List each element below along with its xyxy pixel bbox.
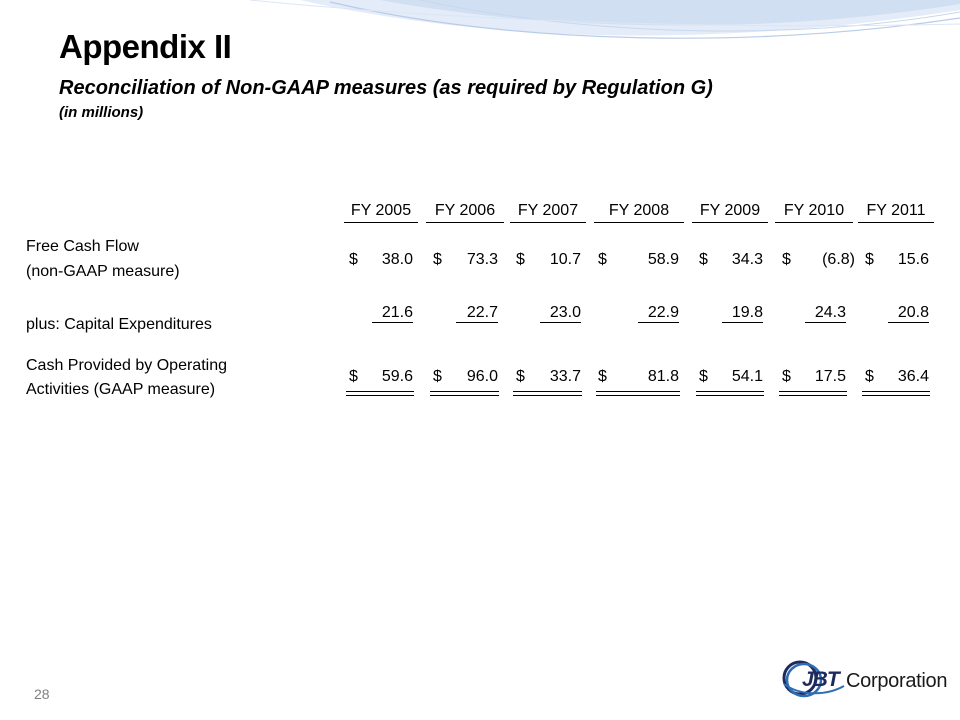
cell-value: 96.0 — [466, 368, 498, 385]
column-header: FY 2006 — [426, 200, 504, 223]
cell-value: 24.3 — [805, 304, 846, 323]
column-header: FY 2007 — [510, 200, 586, 223]
cell-value: 36.4 — [897, 368, 929, 385]
cell-value: 54.1 — [731, 368, 763, 385]
cell-value: 33.7 — [549, 368, 581, 385]
total-double-underline — [696, 391, 764, 396]
dollar-sign: $ — [865, 251, 874, 268]
logo-text: Corporation — [846, 670, 948, 692]
column-header: FY 2011 — [858, 200, 934, 223]
total-double-underline — [862, 391, 930, 396]
dollar-sign: $ — [598, 251, 607, 268]
cell-value: 20.8 — [888, 304, 929, 323]
row-label: Activities (GAAP measure) — [26, 381, 216, 398]
row-label: plus: Capital Expenditures — [26, 316, 212, 333]
row-label: Free Cash Flow — [26, 238, 139, 255]
cell-value: 59.6 — [381, 368, 413, 385]
slide-subtitle: Reconciliation of Non-GAAP measures (as required by Regulation G) — [59, 77, 713, 99]
dollar-sign: $ — [782, 251, 791, 268]
column-header: FY 2008 — [594, 200, 684, 223]
jbt-corporation-logo — [780, 656, 948, 704]
dollar-sign: $ — [699, 251, 708, 268]
row-label: Cash Provided by Operating — [26, 357, 227, 374]
cell-value: 15.6 — [897, 251, 929, 268]
cell-value: 23.0 — [540, 304, 581, 323]
cell-value: 22.9 — [638, 304, 679, 323]
logo-mark-text: JBT — [802, 668, 839, 691]
total-double-underline — [513, 391, 582, 396]
dollar-sign: $ — [349, 368, 358, 385]
total-double-underline — [430, 391, 499, 396]
cell-value: 10.7 — [549, 251, 581, 268]
dollar-sign: $ — [516, 368, 525, 385]
dollar-sign: $ — [699, 368, 708, 385]
dollar-sign: $ — [433, 251, 442, 268]
page-number: 28 — [34, 686, 50, 702]
units-note: (in millions) — [59, 104, 144, 121]
row-label: (non-GAAP measure) — [26, 263, 180, 280]
dollar-sign: $ — [349, 251, 358, 268]
column-header: FY 2005 — [344, 200, 418, 223]
cell-value: 58.9 — [647, 251, 679, 268]
total-double-underline — [779, 391, 847, 396]
cell-value: 34.3 — [731, 251, 763, 268]
cell-value: 17.5 — [814, 368, 846, 385]
dollar-sign: $ — [782, 368, 791, 385]
cell-value: 73.3 — [466, 251, 498, 268]
slide-title: Appendix II — [59, 28, 232, 65]
dollar-sign: $ — [865, 368, 874, 385]
cell-value: 19.8 — [722, 304, 763, 323]
dollar-sign: $ — [433, 368, 442, 385]
total-double-underline — [596, 391, 680, 396]
cell-value: 38.0 — [381, 251, 413, 268]
column-header: FY 2009 — [692, 200, 768, 223]
cell-value: 81.8 — [647, 368, 679, 385]
dollar-sign: $ — [598, 368, 607, 385]
cell-value: 22.7 — [456, 304, 498, 323]
total-double-underline — [346, 391, 414, 396]
cell-value: (6.8) — [822, 251, 855, 268]
cell-value: 21.6 — [372, 304, 413, 323]
dollar-sign: $ — [516, 251, 525, 268]
column-header: FY 2010 — [775, 200, 853, 223]
